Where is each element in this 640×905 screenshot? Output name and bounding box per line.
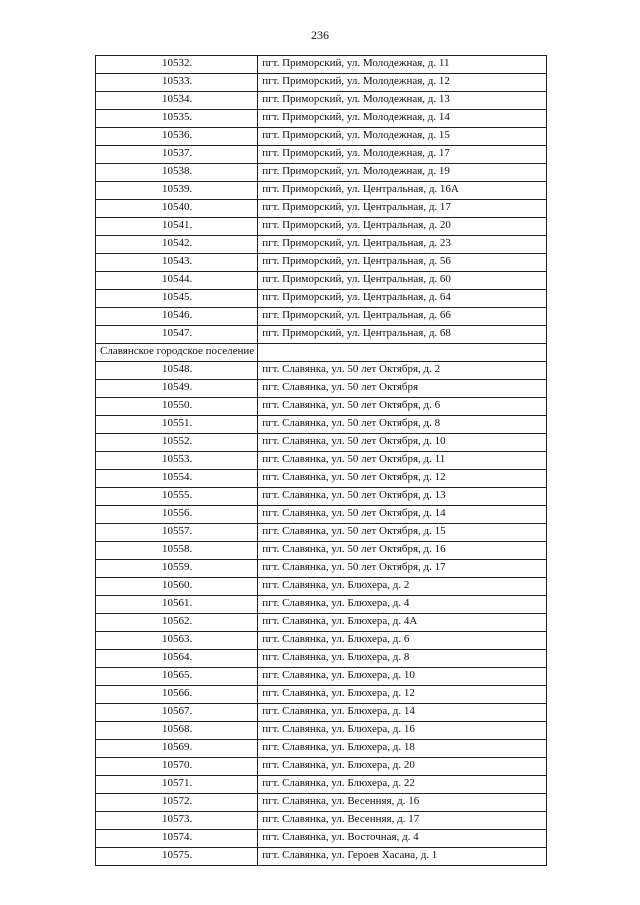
table-row xyxy=(96,308,547,326)
row-address: пгт. Славянка, ул. 50 лет Октября, д. 13 xyxy=(258,488,547,506)
row-number: 10532. xyxy=(96,56,258,74)
table-row xyxy=(96,848,547,866)
row-number: 10541. xyxy=(96,218,258,236)
row-number: 10539. xyxy=(96,182,258,200)
table-row xyxy=(96,236,547,254)
row-number: 10563. xyxy=(96,632,258,650)
row-number: 10565. xyxy=(96,668,258,686)
table-row xyxy=(96,326,547,344)
row-address: пгт. Славянка, ул. 50 лет Октября, д. 15 xyxy=(258,524,547,542)
row-number: 10544. xyxy=(96,272,258,290)
row-address: пгт. Славянка, ул. Блюхера, д. 4А xyxy=(258,614,547,632)
row-address: пгт. Славянка, ул. Блюхера, д. 22 xyxy=(258,776,547,794)
row-number: 10566. xyxy=(96,686,258,704)
table-row xyxy=(96,380,547,398)
row-address: пгт. Приморский, ул. Молодежная, д. 13 xyxy=(258,92,547,110)
table-row xyxy=(96,56,547,74)
row-address: пгт. Славянка, ул. 50 лет Октября, д. 12 xyxy=(258,470,547,488)
table-row xyxy=(96,146,547,164)
table-row xyxy=(96,812,547,830)
row-number: 10542. xyxy=(96,236,258,254)
row-number: 10564. xyxy=(96,650,258,668)
table-row xyxy=(96,74,547,92)
table-row xyxy=(96,182,547,200)
row-number: 10546. xyxy=(96,308,258,326)
row-address: пгт. Приморский, ул. Молодежная, д. 11 xyxy=(258,56,547,74)
row-address: пгт. Славянка, ул. Блюхера, д. 12 xyxy=(258,686,547,704)
row-number: 10557. xyxy=(96,524,258,542)
row-address: пгт. Славянка, ул. Блюхера, д. 8 xyxy=(258,650,547,668)
row-number: 10570. xyxy=(96,758,258,776)
row-number: 10555. xyxy=(96,488,258,506)
table-row xyxy=(96,578,547,596)
table-row xyxy=(96,488,547,506)
row-number: 10535. xyxy=(96,110,258,128)
row-address: пгт. Приморский, ул. Центральная, д. 68 xyxy=(258,326,547,344)
table-row xyxy=(96,794,547,812)
row-number: 10543. xyxy=(96,254,258,272)
row-number: 10571. xyxy=(96,776,258,794)
table-row xyxy=(96,290,547,308)
section-row xyxy=(96,344,547,362)
row-address: пгт. Славянка, ул. Блюхера, д. 16 xyxy=(258,722,547,740)
row-address: пгт. Приморский, ул. Центральная, д. 20 xyxy=(258,218,547,236)
table-row xyxy=(96,596,547,614)
table-row xyxy=(96,668,547,686)
row-address: пгт. Приморский, ул. Центральная, д. 66 xyxy=(258,308,547,326)
row-number: 10558. xyxy=(96,542,258,560)
row-address: пгт. Славянка, ул. Весенняя, д. 17 xyxy=(258,812,547,830)
row-number: 10552. xyxy=(96,434,258,452)
table-row xyxy=(96,560,547,578)
row-number: 10534. xyxy=(96,92,258,110)
row-address: пгт. Славянка, ул. Восточная, д. 4 xyxy=(258,830,547,848)
address-table-body xyxy=(96,56,547,866)
section-label: Славянское городское поселение xyxy=(96,344,258,362)
row-address: пгт. Славянка, ул. 50 лет Октября, д. 6 xyxy=(258,398,547,416)
row-address: пгт. Приморский, ул. Центральная, д. 56 xyxy=(258,254,547,272)
row-number: 10533. xyxy=(96,74,258,92)
table-row xyxy=(96,614,547,632)
table-row xyxy=(96,200,547,218)
row-number: 10567. xyxy=(96,704,258,722)
table-row xyxy=(96,92,547,110)
table-row xyxy=(96,632,547,650)
row-address: пгт. Славянка, ул. 50 лет Октября xyxy=(258,380,547,398)
row-address: пгт. Приморский, ул. Молодежная, д. 12 xyxy=(258,74,547,92)
row-address: пгт. Славянка, ул. Блюхера, д. 10 xyxy=(258,668,547,686)
table-row xyxy=(96,416,547,434)
table-row xyxy=(96,740,547,758)
row-address: пгт. Славянка, ул. 50 лет Октября, д. 2 xyxy=(258,362,547,380)
row-address: пгт. Славянка, ул. Блюхера, д. 20 xyxy=(258,758,547,776)
row-address: пгт. Славянка, ул. 50 лет Октября, д. 11 xyxy=(258,452,547,470)
row-address: пгт. Славянка, ул. Блюхера, д. 18 xyxy=(258,740,547,758)
row-number: 10561. xyxy=(96,596,258,614)
row-address: пгт. Приморский, ул. Центральная, д. 64 xyxy=(258,290,547,308)
table-row xyxy=(96,272,547,290)
row-address: пгт. Приморский, ул. Молодежная, д. 19 xyxy=(258,164,547,182)
row-number: 10574. xyxy=(96,830,258,848)
table-row xyxy=(96,722,547,740)
row-number: 10548. xyxy=(96,362,258,380)
table-row xyxy=(96,452,547,470)
page-number: 236 xyxy=(311,28,329,42)
row-address: пгт. Славянка, ул. Блюхера, д. 2 xyxy=(258,578,547,596)
table-row xyxy=(96,362,547,380)
row-address: пгт. Славянка, ул. 50 лет Октября, д. 16 xyxy=(258,542,547,560)
row-number: 10562. xyxy=(96,614,258,632)
table-row xyxy=(96,776,547,794)
row-number: 10549. xyxy=(96,380,258,398)
row-number: 10573. xyxy=(96,812,258,830)
table-row xyxy=(96,164,547,182)
row-address: пгт. Славянка, ул. Блюхера, д. 14 xyxy=(258,704,547,722)
row-address: пгт. Приморский, ул. Центральная, д. 23 xyxy=(258,236,547,254)
section-empty-cell xyxy=(258,344,547,362)
row-address: пгт. Приморский, ул. Центральная, д. 16А xyxy=(258,182,547,200)
row-address: пгт. Приморский, ул. Молодежная, д. 14 xyxy=(258,110,547,128)
table-row xyxy=(96,704,547,722)
row-number: 10569. xyxy=(96,740,258,758)
row-address: пгт. Славянка, ул. Весенняя, д. 16 xyxy=(258,794,547,812)
row-address: пгт. Славянка, ул. 50 лет Октября, д. 14 xyxy=(258,506,547,524)
table-row xyxy=(96,686,547,704)
row-address: пгт. Приморский, ул. Молодежная, д. 15 xyxy=(258,128,547,146)
table-row xyxy=(96,650,547,668)
table-row xyxy=(96,110,547,128)
table-row xyxy=(96,128,547,146)
row-address: пгт. Славянка, ул. Блюхера, д. 4 xyxy=(258,596,547,614)
row-address: пгт. Славянка, ул. Блюхера, д. 6 xyxy=(258,632,547,650)
row-number: 10536. xyxy=(96,128,258,146)
row-address: пгт. Славянка, ул. Героев Хасана, д. 1 xyxy=(258,848,547,866)
row-number: 10550. xyxy=(96,398,258,416)
table-row xyxy=(96,218,547,236)
address-table xyxy=(95,55,547,866)
table-row xyxy=(96,506,547,524)
row-number: 10553. xyxy=(96,452,258,470)
row-number: 10554. xyxy=(96,470,258,488)
row-number: 10572. xyxy=(96,794,258,812)
row-number: 10560. xyxy=(96,578,258,596)
table-row xyxy=(96,542,547,560)
row-address: пгт. Славянка, ул. 50 лет Октября, д. 10 xyxy=(258,434,547,452)
row-address: пгт. Славянка, ул. 50 лет Октября, д. 17 xyxy=(258,560,547,578)
row-number: 10556. xyxy=(96,506,258,524)
table-row xyxy=(96,254,547,272)
table-row xyxy=(96,524,547,542)
row-address: пгт. Приморский, ул. Молодежная, д. 17 xyxy=(258,146,547,164)
table-row xyxy=(96,470,547,488)
row-number: 10568. xyxy=(96,722,258,740)
row-number: 10537. xyxy=(96,146,258,164)
table-row xyxy=(96,434,547,452)
row-address: пгт. Приморский, ул. Центральная, д. 60 xyxy=(258,272,547,290)
row-number: 10540. xyxy=(96,200,258,218)
row-number: 10575. xyxy=(96,848,258,866)
row-number: 10559. xyxy=(96,560,258,578)
table-row xyxy=(96,758,547,776)
table-row xyxy=(96,398,547,416)
row-address: пгт. Приморский, ул. Центральная, д. 17 xyxy=(258,200,547,218)
table-row xyxy=(96,830,547,848)
row-number: 10551. xyxy=(96,416,258,434)
row-number: 10547. xyxy=(96,326,258,344)
row-address: пгт. Славянка, ул. 50 лет Октября, д. 8 xyxy=(258,416,547,434)
row-number: 10545. xyxy=(96,290,258,308)
row-number: 10538. xyxy=(96,164,258,182)
